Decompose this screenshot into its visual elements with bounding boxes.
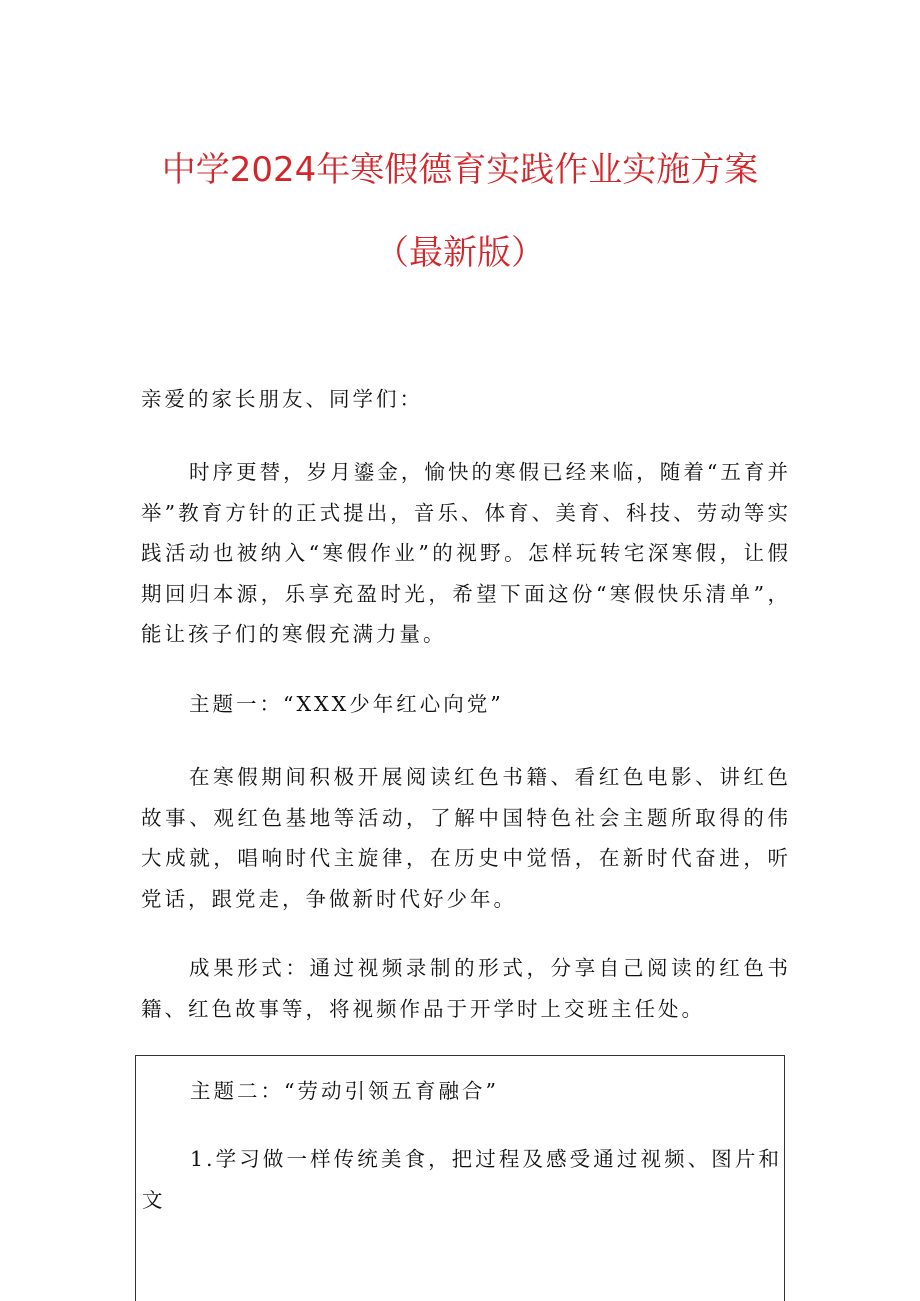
theme2-item-1: 1.学习做一样传统美食，把过程及感受通过视频、图片和文 (142, 1147, 782, 1212)
greeting: 亲爱的家长朋友、同学们： (141, 387, 423, 411)
theme1-body: 在寒假期间积极开展阅读红色书籍、看红色电影、讲红色故事、观红色基地等活动，了解中国特色社会主题所取得的伟大成就，唱响时代主旋律，在历史中觉悟，在新时代奋进，听党话，跟党走，争做新时代好少年。 (141, 765, 791, 911)
document-subtitle: （最新版） (375, 233, 545, 273)
theme2-heading: 主题二：“劳动引领五育融合” (190, 1079, 499, 1103)
document-title: 中学2024年寒假德育实践作业实施方案 (161, 150, 759, 190)
intro-paragraph: 时序更替，岁月鎏金，愉快的寒假已经来临，随着“五育并举”教育方针的正式提出，音乐、体育、美育、科技、劳动等实践活动也被纳入“寒假作业”的视野。怎样玩转宅深寒假，让假期回归本源，乐享充盈时光，希望下面这份“寒假快乐清单”，能让孩子们的寒假充满力量。 (141, 460, 791, 646)
theme2-table-cell (135, 1055, 785, 1301)
theme1-heading: 主题一：“XXX少年红心向党” (189, 692, 504, 716)
theme1-result: 成果形式：通过视频录制的形式，分享自己阅读的红色书籍、红色故事等，将视频作品于开学时上交班主任处。 (141, 956, 791, 1021)
